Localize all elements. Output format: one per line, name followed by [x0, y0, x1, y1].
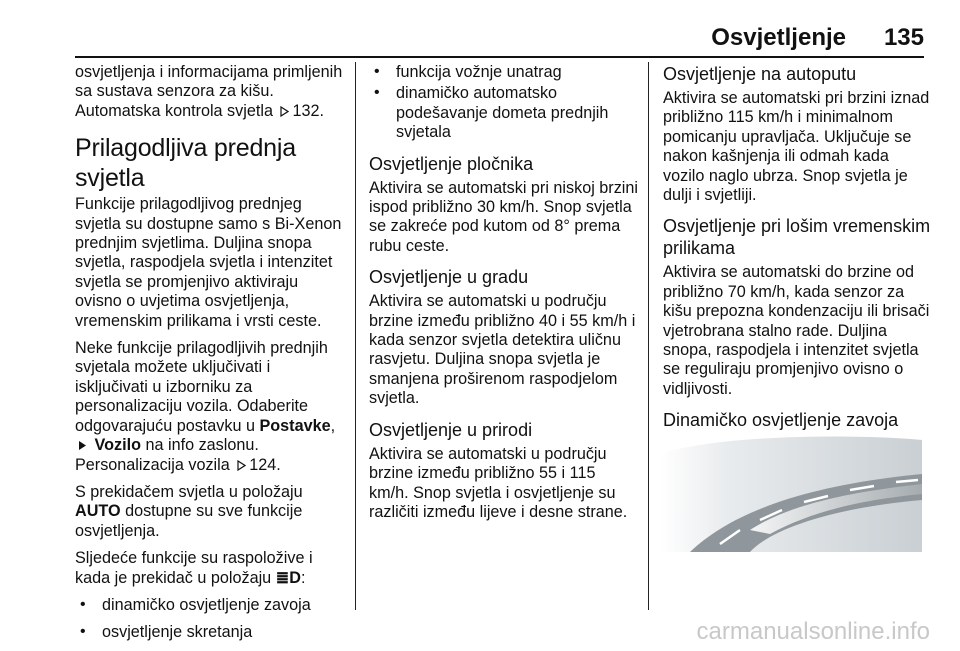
- list-item: • dinamičko osvjetljenje zavoja: [75, 596, 345, 615]
- column-1: [75, 63, 345, 651]
- page-reference-link[interactable]: 132.: [292, 101, 324, 120]
- column-divider: [648, 62, 649, 610]
- bullet-list: [75, 596, 345, 643]
- list-item: • osvjetljenje skretanja: [75, 623, 345, 642]
- list-item: • funkcija vožnje unatrag: [369, 63, 639, 82]
- headlight-symbol-icon: ≣D: [275, 568, 301, 587]
- subsection-heading: Osvjetljenje na autoputu: [663, 64, 857, 84]
- subsection-heading: Dinamičko osvjetljenje zavoja: [663, 410, 899, 431]
- list-item: • dinamičko automatsko podešavanje dometa prednjih svjetala: [369, 84, 639, 142]
- menu-arrow-icon: [78, 440, 87, 451]
- intro-paragraph: osvjetljenja i informacijama primljenih sa sustava senzora za kišu. Automatska kontrola svjetla 132.: [75, 63, 343, 120]
- menu-name: Vozilo: [94, 436, 141, 455]
- paragraph: Neke funkcije prilagodljivih prednjih svjetala možete uključivati i isključivati u izborniku za personalizaciju vozila. Odaberite odgovarajuću postavku u Postavke, Vozilo na info zaslonu. Personalizacija vozila 124.: [75, 339, 336, 474]
- paragraph: Aktivira se automatski pri brzini iznad približno 115 km/h i minimalnom pomicanju upravljača. Uključuje se nakon kašnjenja ili odmah kada vozilo naglo ubrza. Snop svjetla je dulji i svjetliji.: [663, 89, 930, 205]
- header-rule: [75, 56, 924, 58]
- curve-lighting-illustration: [660, 434, 922, 552]
- page-reference-icon: [237, 460, 246, 471]
- paragraph: Aktivira se automatski do brzine od približno 70 km/h, kada senzor za kišu prepozna kondenzaciju ili brisači vjetrobrana stalno rade. Duljina snopa, raspodjela i intenzitet svjetla se reguliraju promjenjivo ovisno o vidljivosti.: [663, 263, 930, 398]
- paragraph: Aktivira se automatski u području brzine između približno 55 i 115 km/h. Snop svjetla i osvjetljenje su različiti između lijeve i desne strane.: [369, 444, 628, 521]
- switch-position: AUTO: [75, 502, 121, 521]
- paragraph: Sljedeće funkcije su raspoložive i kada je prekidač u položaju ≣D:: [75, 549, 313, 587]
- bullet-list: [369, 63, 639, 143]
- column-3: [663, 63, 933, 435]
- section-heading: Prilagodljiva prednja svjetla: [75, 134, 296, 193]
- subsection-heading: Osvjetljenje u gradu: [369, 267, 529, 288]
- page-reference-icon: [280, 106, 289, 117]
- subsection-heading: Osvjetljenje pri lošim vremenskim prilikama: [663, 216, 931, 259]
- page-title: Osvjetljenje: [711, 24, 846, 51]
- subsection-heading: Osvjetljenje pločnika: [369, 153, 534, 174]
- page-header: [0, 0, 960, 56]
- paragraph: Funkcije prilagodljivog prednjeg svjetla su dostupne samo s Bi-Xenon prednjim svjetlima. Duljina snopa svjetla, raspodjela svjetla i intenzitet svjetla se promjenjivo aktiviraju ovisno o uvjetima osvjetljenja, vremenskim prilikama i vrsti ceste.: [75, 195, 342, 330]
- paragraph: Aktivira se automatski pri niskoj brzini ispod približno 30 km/h. Snop svjetla se zakreće pod kutom od 8° prema rubu ceste.: [369, 178, 638, 255]
- column-2: [369, 63, 639, 530]
- page-reference-link[interactable]: 124.: [249, 455, 281, 474]
- watermark: carmanualsonline.info: [696, 618, 930, 645]
- paragraph: Aktivira se automatski u području brzine između približno 40 i 55 km/h i kada senzor svjetla detektira uličnu rasvjetu. Duljina snopa svjetla je smanjena proširenom raspodjelom svjetla.: [369, 292, 636, 408]
- menu-name: Postavke: [259, 416, 331, 435]
- subsection-heading: Osvjetljenje u prirodi: [369, 419, 533, 440]
- page-number: 135: [883, 24, 924, 51]
- column-divider: [355, 62, 356, 610]
- paragraph: S prekidačem svjetla u položaju AUTO dostupne su sve funkcije osvjetljenja.: [75, 482, 303, 540]
